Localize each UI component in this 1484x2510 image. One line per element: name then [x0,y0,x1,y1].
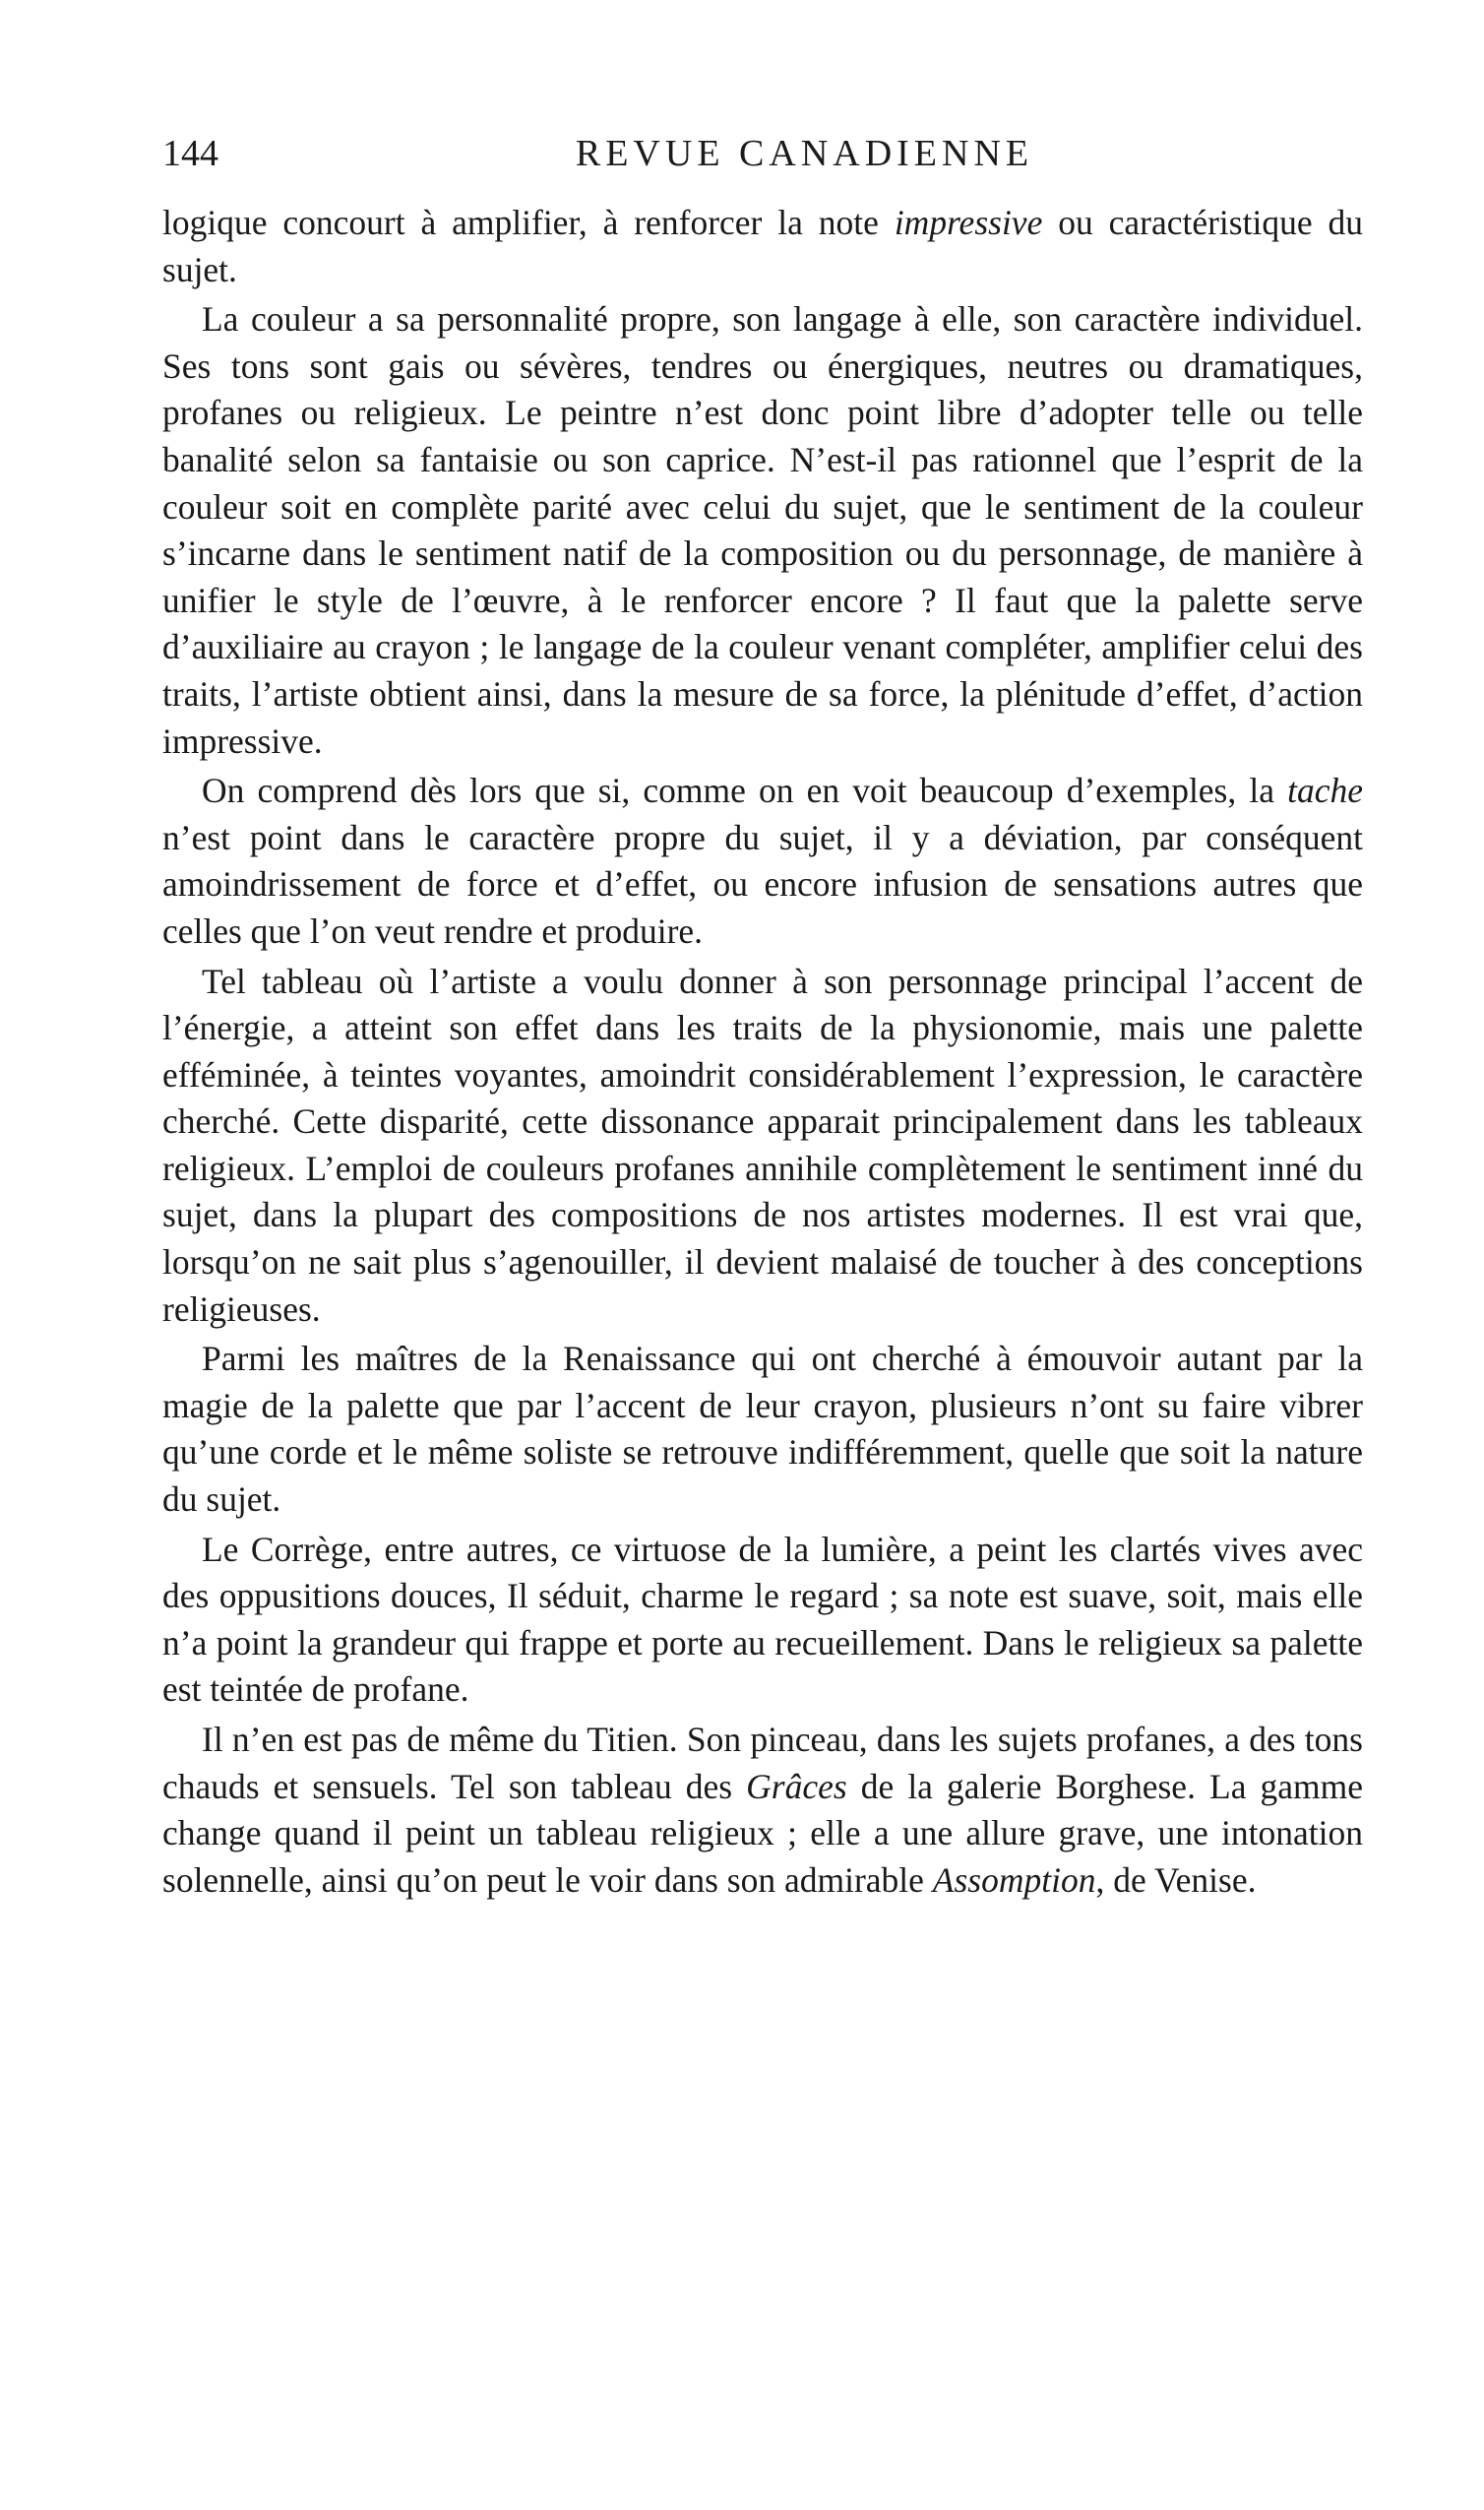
page-number: 144 [162,133,218,174]
paragraph [162,959,1363,1334]
text-run: Parmi les maîtres de la Renaissance qui ont cherché à émouvoir autant par la magie de la palette que par l’accent de leur crayon, plusieurs n’ont su faire vibrer qu’une corde et le même soliste se retrouve indifféremment, quelle que soit la nature du sujet. [162,1339,1363,1520]
article-body [162,200,1363,1907]
text-run: La couleur a sa personnalité propre, son langage à elle, son caractère individuel. Ses tons sont gais ou sévères, tendres ou énergiques, neutres ou dramatiques, profanes ou religieux. Le peintre n’est donc point libre d’adopter telle ou telle banalité selon sa fantaisie ou son caprice. N’est-il pas rationnel que l’esprit de la couleur soit en complète parité avec celui du sujet, que le sentiment de la couleur s’incarne dans le sentiment natif de la composition ou du personnage, de manière à unifier le style de l’œuvre, à le renforcer encore ? Il faut que la palette serve d’auxiliaire au crayon ; le langage de la couleur venant compléter, amplifier celui des traits, l’artiste obtient ainsi, dans la mesure de sa force, la plénitude d’effet, d’action impressive. [162,299,1363,761]
paragraph [162,768,1363,955]
italic-text: impressive [894,203,1043,242]
running-title: REVUE CANADIENNE [575,133,1034,174]
text-run: Le Corrège, entre autres, ce virtuose de la lumière, a peint les clartés vives avec des oppusitions douces, Il séduit, charme le regard ; sa note est suave, soit, mais elle n’a point la grandeur qui frappe et porte au recueillement. Dans le religieux sa palette est teintée de profane. [162,1529,1363,1710]
text-run: n’est point dans le caractère propre du sujet, il y a déviation, par conséquent amoindrissement de force et d’effet, ou encore infusion de sensations autres que celles que l’on veut rendre et produire. [162,817,1363,951]
paragraph [162,296,1363,765]
paragraph [162,1527,1363,1714]
text-run: ou caractéristique du sujet. [162,203,1363,289]
paragraph [162,1336,1363,1523]
text-run: Il n’en est pas de même du Titien. Son pinceau, dans les sujets profanes, a des tons chauds et sensuels. Tel son tableau des [162,1720,1363,1806]
paragraph [162,1717,1363,1904]
text-run: On comprend dès lors que si, comme on en voit beaucoup d’exemples, la [202,771,1288,811]
paragraph [162,200,1363,293]
text-run: Tel tableau où l’artiste a voulu donner à son personnage principal l’accent de l’énergie, a atteint son effet dans les traits de la physionomie, mais une palette efféminée, à teintes voyantes, amoindrit considérablement l’expression, le caractère cherché. Cette disparité, cette dissonance apparait principalement dans les tableaux religieux. L’emploi de couleurs profanes annihile complètement le sentiment inné du sujet, dans la plupart des compositions de nos artistes modernes. Il est vrai que, lorsqu’on ne sait plus s’agenouiller, il devient malaisé de toucher à des conceptions religieuses. [162,961,1363,1329]
italic-text: Grâces [746,1766,847,1806]
italic-text: Assomption [932,1859,1096,1900]
italic-text: tache [1287,771,1363,811]
text-run: , de Venise. [1095,1859,1257,1900]
text-run: logique concourt à amplifier, à renforcer la note [162,203,895,242]
text-run: de la galerie Borghese. La gamme change quand il peint un tableau religieux ; elle a une allure grave, une intonation solennelle, ainsi qu’on peut le voir dans son admirable [162,1766,1363,1900]
page-header [162,126,1358,181]
